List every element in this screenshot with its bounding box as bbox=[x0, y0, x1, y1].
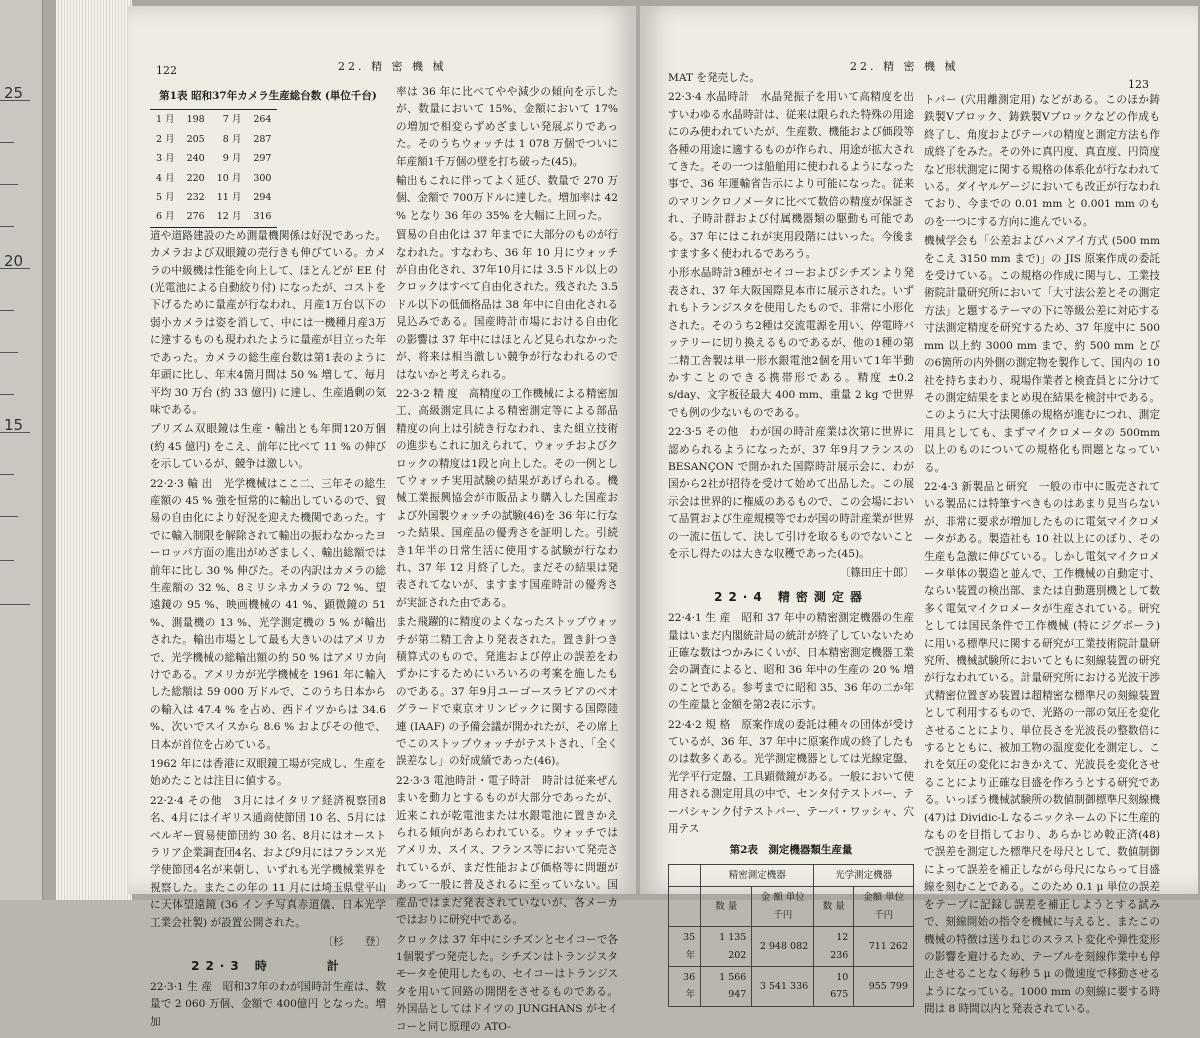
paragraph: 22·3·5 その他 わが国の時計産業は次第に世界に認められるようになったが、37 年9月フランスの BESANÇON で開かれた国際時計展示会に、わが国から2社が招待を受けて始めて出品した。この展示会は世界的に権威のあるもので、この会場において品質および生産規模等でわが国の時計産業が世界の一流に伍して、決して引けを取るものでないことを示し得たのは大きな収穫であった(45)。 bbox=[668, 426, 914, 560]
paragraph: 22·4·3 新製品と研究 一般の市中に販売されている製品には特筆すべきものはあまり見当らないが、非常に要求が増加したものに電気マイクロメータがある。製造社も 10 社以上にのぼり、その生産も急激に伸びている。しかし電気マイクロメータ単体の製造と並んで、工作機械の自動定寸、ならい装置の検出部、または自動選別機として数多く電気マイクロメータが生産されている。研究としては国民条件で工作機械 (特にジグボーラ) に用いる標準尺に関する研究が工業技術院計量研究所、機械試験所においてともに刻線装置の研究が行なわれている。計量研究所における光波干渉式精密位置ぎめ装置は超精密な標準尺の刻線装置として利用するもので、光路の一部の気圧を変化させることにより、単位長さを光波長の整数倍にするとともに、被加工物の温度変化を測定し、これを気圧の変化におきかえて、光波長を変化させることにより正確な目盛を作ろうとする研究である。いっぽう機械試験所の数値制御標準尺刻線機(47)は Dividic-L なるニックネームの下に生産的なものを目指しており、あらかじめ較正済(48) で誤差を測定した標準尺を母尺として、数値制御によって誤差を補正しながら母尺にならって目盛線を刻むことである。このため 0.1 μ 単位の誤差をテープに記録し誤差を補正しようとする試みで、刻線開始の指令を機械に与えると、またこの機械の特徴は送りねじのスラスト変化や弾性変形の影響を避けるため、テーブルを刻線作業中も停止させることなく毎秒 5 μ の微速度で移動させるようになっている。1000 mm の刻線に要する時間は 8 時間以内と発表されている。 bbox=[924, 480, 1160, 1016]
table-row: 5 月 232 11 月 294 bbox=[156, 192, 272, 204]
paragraph: クロックは 37 年中にシチズンとセイコーで各1個製ずつ発売した。シチズンはトランジスタモータを使用したもの、セイコーはトランジスタを用いて回路の開閉をさせるものである。外国品としてはドイツの JUNGHANS がセイコーと同じ原理の ATO- bbox=[396, 933, 618, 1033]
author-signature: 〔篠田庄十郎〕 bbox=[839, 567, 914, 580]
table-row: 1 月 198 7 月 264 bbox=[156, 114, 272, 126]
table-subheader: 数 量 bbox=[814, 887, 854, 927]
page-number-left: 122 bbox=[156, 64, 177, 77]
left-column-2 bbox=[396, 84, 618, 1038]
table-group-header: 精密測定機器 bbox=[701, 864, 814, 886]
table-subheader: 金 額 単位千円 bbox=[752, 887, 814, 927]
paragraph: 22·3·2 精 度 高精度の工作機械による精密加工、高級測定具による精密測定等による部品精度の向上は引続き行なわれ、また組立技術の進歩もこれに加えられて、ウォッチおよびクロックの精度は1段と向上した。その一例としてウォッチ実用試験の結果があげられる。機械工業振興協会が市販品より購入した国産および外国製ウォッチの試験(46)を 36 年に行なった結果、国産品の優秀さを証明した。引続き1年半の日常生活に使用する試験が行なわれ、37 年 12 月終了した。まだその結果は発表されてないが、ますます国産時計の優秀さが実証された由である。 bbox=[396, 387, 618, 609]
table-group-header: 光学測定機器 bbox=[814, 864, 914, 886]
ruler-mark-25: 25 bbox=[4, 84, 24, 102]
paragraph: 22·3·4 水晶時計 水晶発振子を用いて高精度を出すいわゆる水晶時計は、従来は限られた特殊の用途にのみ使われていたが、生産数、機能および価段等各種の用途に適するものが作られ、用途が拡大されてきた。その一つは船舶用に使われるようになった事で、36 年運輸省告示により可能になった。従来のマリンクロノメータに比べて数倍の精度が保証され、子時計群および付属機器類の駆動も可能である。37 年にはこれが実用段階にはいった。今後ますます多く使われるであろう。 bbox=[668, 91, 914, 261]
paragraph: 22·2·3 輸 出 光学機械はここ二、三年その総生産額の 45 % 強を恒常的に輸出しているので、貿易の自由化により好況を迎えた機関であった。すでに輸入制限を解除されて輸出の振わなかったヨーロッパ方面の進出がめざましく、輸出総額では前年に比し 30 % 伸びた。その内訳はカメラの総生産額の 32 %、8ミリシネカメラの 72 %、望遠鏡の 95 %、映画機械の 41 %、顕微鏡の 51 %、測量機の 13 %、光学測定機の 5 % が輸出された。輸出市場として最も大きいのはアメリカで、光学機械の総輸出額の約 50 % はアメリカ向けである。アメリカが光学機械を 1961 年に輸入した総額は 59 000 万ドルで、このうち日本からの輸入は 47.4 % を占め、西ドイツからは 34.6 %、次いでスイスから 8.6 % およびその他で、日本が首位を占めている。 bbox=[150, 477, 386, 751]
table-row: 35 年 1 135 202 2 948 082 12 236 711 262 bbox=[669, 927, 914, 967]
paragraph: 22·4·1 生 産 昭和 37 年中の精密測定機器の生産量はいまだ内閣統計局の統計が終了していないため正確な数はつかみにくいが、日本精密測定機器工業会の調査によると、昭和 36 年中の生産の 20 % 増のことである。参考までに昭和 35、36 年の二か年の生産量と金額を第2表に示す。 bbox=[668, 612, 914, 712]
paragraph: 22·3·1 生 産 昭和37年のわが国時計生産は、数量で 2 060 万個、金額で 400億円 となった。増加 bbox=[150, 980, 386, 1028]
table-row: 6 月 276 12 月 316 bbox=[156, 211, 272, 223]
paragraph: 輸出もこれに伴ってよく延び、数量で 270 万個、金額で 700万ドルに達した。増加率は 42 % となり 36 年の 35% を大幅に上回った。 bbox=[396, 175, 618, 222]
table-corner bbox=[669, 887, 701, 927]
table-row: 3 月 240 9 月 297 bbox=[156, 153, 272, 165]
table-subheader: 数 量 bbox=[701, 887, 752, 927]
left-page bbox=[128, 6, 636, 1033]
camera-production-table bbox=[150, 109, 277, 227]
table-row: 36 年 1 566 947 3 541 336 10 675 955 799 bbox=[669, 966, 914, 1006]
section-heading-clock: 22·3 時 計 bbox=[191, 958, 345, 973]
author-signature: 〔杉 登〕 bbox=[322, 936, 386, 949]
running-header-right: 22. 精 密 機 械 bbox=[850, 60, 959, 73]
right-page bbox=[640, 6, 1198, 1016]
table-row: 4 月 220 10 月 300 bbox=[156, 172, 272, 184]
paragraph: トバー (穴用離測定用) などがある。このほか鋳鉄製Vブロック、鋳鉄製Vブロックなどの作成も終了し、角度およびテーパの精度と測定方法も作成終了をみた。その外に真円度、真直度、円筒度など形状測定に関する規格の体系化が行なわれている。ダイヤルゲージにおいても改正が行なわれており、今までの 0.01 mm と 0.001 mm のものを一つにする方向に進んでいる。 bbox=[924, 94, 1160, 228]
paragraph: 小形水晶時計3種がセイコーおよびシチズンより発表され、37 年大阪国際見本市に展示された。いずれもトランジスタを使用したもので、非常に小形化された。そのうち2種は交流電源を用い、停電時バッテリーに切り換えるものであるが、他の1種の第二精工舎製は単一形水銀電池2個を用いて1年半動かすことのできる携帯形である。精度 ±0.2 s/day、文字板径最大 400 mm、重量 2 kg で世界でも例の少ないものである。 bbox=[668, 267, 914, 419]
paragraph: 22·2·4 その他 3月にはイタリア経済視察団8名、4月にはイギリス通商使節団 10 名、5月にはベルギー貿易使節団約 30 名、8月にはオーストラリア企業調査団4名、および9月にはフランス光学使節団4名が来朝し、いずれも光学機械業界を視察した。またこの年の 11 月には埼玉県堂平山に天体望遠鏡 (36 インチ写真赤道儀、日本光学工業会社製) が設置公開された。 bbox=[150, 794, 386, 929]
right-column-1 bbox=[668, 70, 914, 1007]
section-heading-precision: 22·4 精密測定器 bbox=[714, 589, 868, 604]
paragraph: MAT を発売した。 bbox=[668, 72, 760, 84]
table2-caption: 第2表 測定機器類生産量 bbox=[729, 844, 853, 857]
measuring-ruler bbox=[0, 0, 43, 900]
page-number-right: 123 bbox=[1128, 78, 1149, 91]
table-subheader: 金額 単位千円 bbox=[854, 887, 914, 927]
ruler-mark-20: 20 bbox=[4, 252, 24, 270]
paragraph: 貿易の自由化は 37 年までに大部分のものが行なわれた。すなわち、36 年 10 月にウォッチが自由化され、37年10月には 3.5ドル以上のクロックはすべて自由化された。残された 3.5 ドル以下の低価格品は 38 年中に自由化される見込みである。国産時計市場における自由化の影響は 37 年中にはほとんど見られなかったが、将来は相当激しい競争が行なわれるのではないかと考えられる。 bbox=[396, 229, 618, 381]
table-corner bbox=[669, 864, 701, 886]
table1-caption: 第1表 昭和37年カメラ生産総台数 (単位千台) bbox=[159, 90, 377, 102]
table-row: 2 月 205 8 月 287 bbox=[156, 133, 272, 145]
page-stack-edge bbox=[56, 0, 132, 900]
paragraph: 道や道路建設のため測量機関係は好況であった。カメラおよび双眼鏡の売行きも伸びている。カメラの中級機は性能を向上して、ほとんどが EE 付 (光電池による自動絞り付) になったが、コストを下げるために量産が行なわれ、月産1万台以下の弱小カメラは姿を消して、中には一機種月産3万に達するものも現われたように量産が目立った年であった。カメラの総生産台数は第1表のように年頭に比し、年末4箇月間は 50 % 増して、毎月平均 30 万台 (約 33 億円) に達し、生産過剰の気味である。 bbox=[150, 229, 386, 416]
paragraph: プリズム双眼鏡は生産・輸出とも年間120万個 (約 45 億円) をこえ、前年に比べて 11 % の伸びを示しているが、競争は激しい。 bbox=[150, 423, 386, 471]
left-column-1 bbox=[150, 84, 386, 1033]
right-column-2 bbox=[924, 92, 1160, 1021]
measuring-instrument-table bbox=[668, 864, 914, 1007]
paragraph: 率は 36 年に比べてやや減少の傾向を示したが、数量において 15%、金額において 17% の増加で相変らずめざましい発展ぶりであった。そのうちウォッチは 1 078 万個でついに年産額1千万個の壁を打ち破った(45)。 bbox=[396, 86, 618, 168]
ruler-mark-15: 15 bbox=[4, 416, 24, 434]
paragraph: 22·3·3 電池時計・電子時計 時計は従来ぜんまいを動力とするものが大部分であったが、近来これが乾電池または水銀電池に置きかえられる傾向があらわれている。ウォッチではアメリカ、スイス、フランス等において発売されているが、まだ性能および価格等に問題があって一般に普及されるに至っていない。国産品ではまだ発表されていないが、各メーカではおりに研究中である。 bbox=[396, 774, 618, 927]
paragraph: 機械学会も「公差およびハメアイ方式 (500 mm をこえ 3150 mm まで)」の JIS 原案作成の委託を受けている。この規格の作成に関与し、工業技術院計量研究所において「大寸法公差とその測定方法」と題するテーマの下に等級公差に対応する寸法測定精度を研究するため、37 年度中に 500 mm 以上約 3000 mm まで、約 500 mm とびの6箇所の内外側の測定物を製作して、国内の 10 社を持ちまわり、現場作業者と検査員とに分けてその測定結果をまとめ現在結果を検討中である。このように大寸法関係の規格が進むにつれ、測定用具としても、まずマイクロメータの 500mm 以上のものについての規格化も問題となっている。 bbox=[924, 235, 1160, 474]
running-header-left: 22. 精 密 機 械 bbox=[338, 60, 447, 73]
paragraph: 22·4·2 規 格 原案作成の委託は種々の団体が受けているが、36 年、37 年中に原案作成の終了したものは数多くある。光学測定機器としては光線定盤、光学平行定盤、工具顕微鏡がある。一般において使用される測定用具の中で、センタ付テストバー、テーパシャンク付テストバー、テーパ・ワッシャ、穴用テス bbox=[668, 718, 914, 836]
paragraph: また飛躍的に精度のよくなったストップウォッチが第二精工舎より発表された。置き針つき積算式のもので、発進および停止の誤差をわずかにするためにいろいろの考案を施したものである。37 年9月ユーゴースラビアのベオグラードで東京オリンピックに関する国際陸連 (IAAF) の予備会議が開かれたが、その席上でこのストップウォッチがテストされ、「全く誤差なし」の好成績であった(46)。 bbox=[396, 616, 618, 768]
paragraph: 1962 年には香港に双眼鏡工場が完成し、生産を始めたことは注目に値する。 bbox=[150, 758, 386, 788]
